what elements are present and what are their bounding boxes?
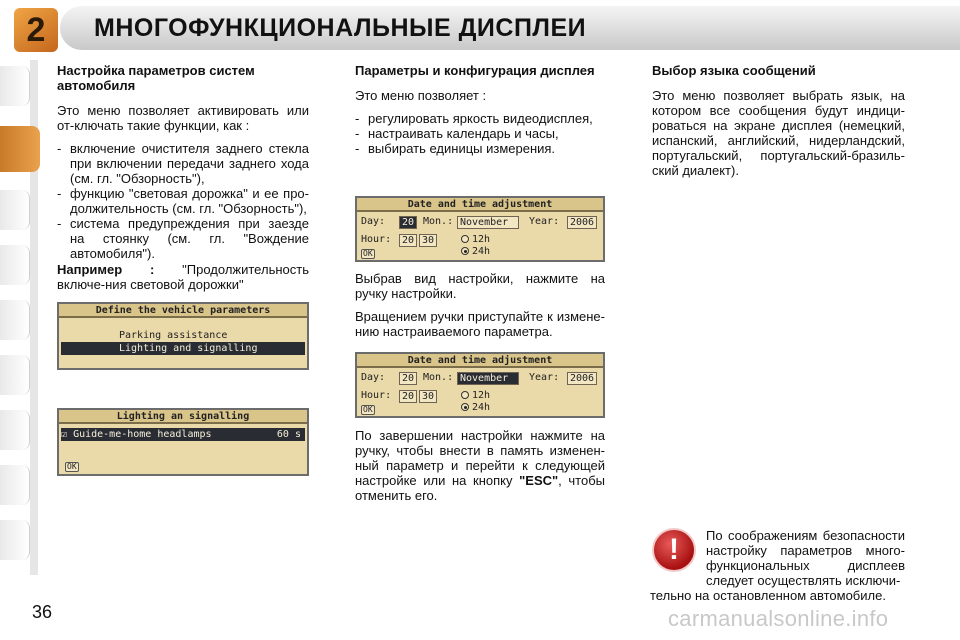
intro-display-config: Это меню позволяет : bbox=[355, 88, 487, 103]
month-field-selected[interactable]: November bbox=[457, 372, 519, 385]
menu-item-guide-me-home[interactable] bbox=[61, 428, 305, 441]
language-text: Это меню позволяет выбрать язык, на котором все сообщения будут индици-роваться на экране дисплея (немецкий, испанский, английский, нидерландский, португальский, португальский-бразиль-ский диалект). bbox=[652, 88, 905, 178]
mode-24h-option[interactable] bbox=[461, 402, 490, 413]
display-config-list bbox=[355, 111, 605, 156]
duration-value[interactable]: 60 s bbox=[276, 429, 301, 440]
warning-icon: ! bbox=[652, 528, 696, 572]
month-field[interactable]: November bbox=[457, 216, 519, 229]
ok-button[interactable]: OK bbox=[67, 462, 77, 471]
mode-12h-label: 12h bbox=[472, 234, 491, 245]
year-label: Year: bbox=[529, 216, 560, 227]
radio-selected-icon[interactable] bbox=[461, 403, 469, 411]
heading-language: Выбор языка сообщений bbox=[652, 63, 816, 78]
chapter-badge bbox=[14, 8, 58, 52]
ok-button[interactable]: OK bbox=[363, 249, 373, 258]
confirm-text: По завершении настройки нажмите на ручку, чтобы внести в память изменен-ный параметр и перейти к следующей настройке или на кнопку bbox=[355, 428, 605, 488]
example-block bbox=[57, 262, 309, 300]
list-item: - включение очистителя заднего стекла при включении передачи заднего хода (см. гл. "Обзорность"), bbox=[57, 141, 309, 186]
year-label: Year: bbox=[529, 372, 560, 383]
minute-field[interactable]: 30 bbox=[419, 234, 437, 247]
confirm-block bbox=[355, 428, 605, 511]
esc-key-label: "ESC" bbox=[519, 473, 559, 488]
side-tab-1[interactable] bbox=[0, 66, 30, 106]
mode-24h-option[interactable] bbox=[461, 246, 490, 257]
side-tab-5[interactable] bbox=[0, 300, 30, 340]
heading-vehicle-parameters: Настройка параметров систем автомобиля bbox=[57, 63, 255, 93]
list-item: - выбирать единицы измерения. bbox=[355, 141, 605, 156]
menu-item-parking-assistance[interactable]: Parking assistance bbox=[119, 330, 228, 341]
watermark: carmanualsonline.info bbox=[668, 606, 889, 631]
chapter-title: МНОГОФУНКЦИОНАЛЬНЫЕ ДИСПЛЕИ bbox=[94, 14, 587, 42]
vehicle-parameters-list bbox=[57, 141, 309, 261]
ok-button[interactable]: OK bbox=[363, 405, 373, 414]
side-tab-9[interactable] bbox=[0, 520, 30, 560]
screen-title: Define the vehicle parameters bbox=[59, 304, 307, 318]
side-tab-2-active[interactable] bbox=[0, 126, 40, 172]
month-label: Mon.: bbox=[423, 216, 454, 227]
instruction-select: Выбрав вид настройки, нажмите на ручку настройки. bbox=[355, 271, 605, 301]
hour-field[interactable]: 20 bbox=[399, 390, 417, 403]
day-field[interactable]: 20 bbox=[399, 216, 417, 229]
mode-24h-label: 24h bbox=[472, 246, 491, 257]
hour-field[interactable]: 20 bbox=[399, 234, 417, 247]
mode-24h-label: 24h bbox=[472, 402, 491, 413]
page-number: 36 bbox=[32, 602, 53, 622]
screen-vehicle-parameters bbox=[57, 302, 309, 370]
side-tab-8[interactable] bbox=[0, 465, 30, 505]
menu-item-lighting-signalling[interactable]: Lighting and signalling bbox=[61, 342, 305, 355]
day-label: Day: bbox=[361, 372, 386, 383]
heading-display-config: Параметры и конфигурация дисплея bbox=[355, 63, 595, 78]
side-tab-6[interactable] bbox=[0, 355, 30, 395]
screen-date-time-b bbox=[355, 352, 605, 418]
column-display-config bbox=[355, 63, 605, 156]
confirm-text-end: , чтобы отменить его. bbox=[355, 473, 605, 503]
year-field[interactable]: 2006 bbox=[567, 216, 597, 229]
chapter-number: 2 bbox=[26, 10, 46, 49]
instructions-block bbox=[355, 271, 605, 347]
warning-text: По соображениям безопасности настройку параметров много-функциональных дисплеев следует осуществлять исключи- bbox=[706, 528, 905, 588]
warning-text-end: тельно на остановленном автомобиле. bbox=[650, 588, 886, 603]
guide-me-home-label: Guide-me-home headlamps bbox=[73, 429, 212, 440]
hour-label: Hour: bbox=[361, 390, 392, 401]
day-field[interactable]: 20 bbox=[399, 372, 417, 385]
month-label: Mon.: bbox=[423, 372, 454, 383]
column-vehicle-parameters bbox=[57, 63, 309, 261]
day-label: Day: bbox=[361, 216, 386, 227]
side-tab-7[interactable] bbox=[0, 410, 30, 450]
list-item: - регулировать яркость видеодисплея, bbox=[355, 111, 605, 126]
checkbox-icon[interactable]: ☑ bbox=[61, 429, 68, 440]
minute-field[interactable]: 30 bbox=[419, 390, 437, 403]
radio-icon[interactable] bbox=[461, 235, 469, 243]
column-language bbox=[652, 63, 905, 186]
list-item: - настраивать календарь и часы, bbox=[355, 126, 605, 141]
instruction-rotate: Вращением ручки приступайте к измене-нию настраиваемого параметра. bbox=[355, 309, 605, 339]
radio-selected-icon[interactable] bbox=[461, 247, 469, 255]
list-item: - функцию "световая дорожка" и ее про-должительность (см. гл. "Обзорность"), bbox=[57, 186, 309, 216]
radio-icon[interactable] bbox=[461, 391, 469, 399]
mode-12h-option[interactable] bbox=[461, 234, 490, 245]
example-label: Например : bbox=[57, 262, 155, 277]
example-text: "Продолжительность включе-ния световой дорожки" bbox=[57, 262, 309, 292]
year-field[interactable]: 2006 bbox=[567, 372, 597, 385]
side-tab-4[interactable] bbox=[0, 245, 30, 285]
mode-12h-option[interactable] bbox=[461, 390, 490, 401]
screen-title: Date and time adjustment bbox=[357, 354, 603, 368]
intro-vehicle-parameters: Это меню позволяет активировать или от-ключать такие функции, как : bbox=[57, 103, 309, 133]
screen-title: Date and time adjustment bbox=[357, 198, 603, 212]
side-tab-3[interactable] bbox=[0, 190, 30, 230]
hour-label: Hour: bbox=[361, 234, 392, 245]
mode-12h-label: 12h bbox=[472, 390, 491, 401]
screen-date-time-a bbox=[355, 196, 605, 262]
instruction-confirm bbox=[355, 428, 605, 503]
screen-lighting-signalling bbox=[57, 408, 309, 476]
list-item: - система предупреждения при заезде на стоянку (см. гл. "Вождение автомобиля"). bbox=[57, 216, 309, 261]
screen-title: Lighting an signalling bbox=[59, 410, 307, 424]
